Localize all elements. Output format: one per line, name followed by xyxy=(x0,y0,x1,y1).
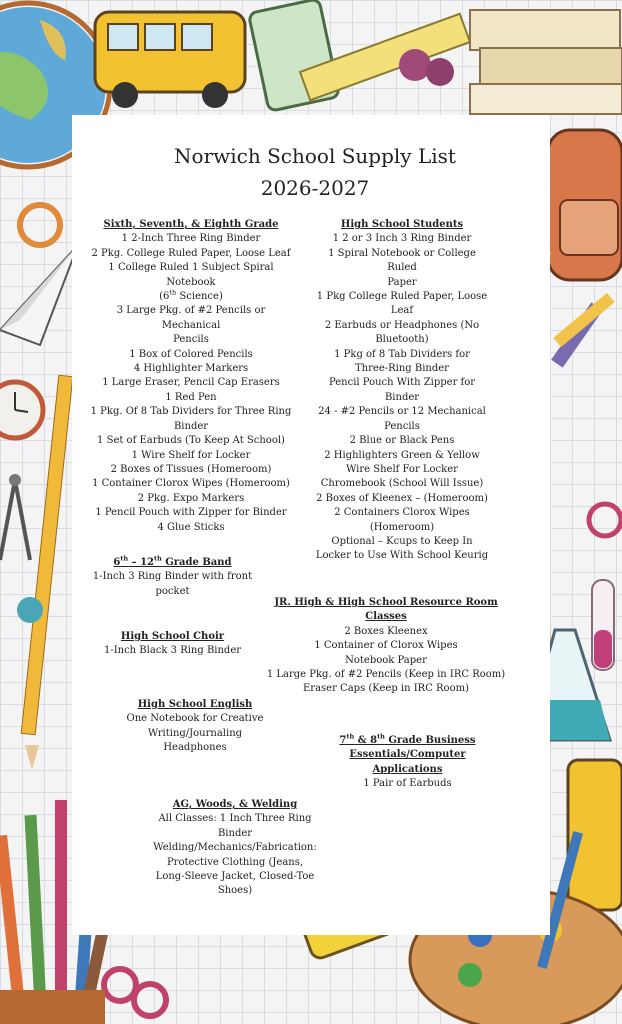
paper-plane-icon xyxy=(0,245,78,345)
list-item: 1 Red Pen xyxy=(165,391,217,403)
list-item: Locker to Use With School Keurig xyxy=(315,550,489,562)
list-item: pocket xyxy=(155,585,190,597)
section-high-school xyxy=(312,218,492,564)
list-item: 1 College Ruled 1 Subject Spiral Notebook xyxy=(108,262,274,288)
list-item: 2 Boxes Kleenex xyxy=(344,625,428,637)
section-heading: JR. High & High School Resource Room xyxy=(274,597,498,608)
section-ag-woods-welding xyxy=(150,798,320,899)
list-item: 1 2 or 3 Inch 3 Ring Binder xyxy=(332,233,472,245)
list-item: Pencils xyxy=(173,334,209,346)
list-item: Binder xyxy=(384,391,420,403)
list-item: Protective Clothing (Jeans, xyxy=(166,856,304,868)
list-item: Binder xyxy=(217,827,253,839)
list-item: Wire Shelf For Locker xyxy=(346,463,458,475)
list-item: 4 Highlighter Markers xyxy=(133,363,249,375)
section-heading: Essentials/Computer xyxy=(349,749,466,761)
scissors-icon xyxy=(104,969,166,1016)
school-year: 2026-2027 xyxy=(260,176,370,200)
section-heading: AG, Woods, & Welding xyxy=(172,799,298,810)
section-heading: Sixth, Seventh, & Eighth Grade xyxy=(103,219,279,230)
list-item: 3 Large Pkg. of #2 Pencils or Mechanical xyxy=(116,305,266,331)
list-item: 2 Blue or Black Pens xyxy=(349,435,455,447)
section-middle-school xyxy=(86,218,296,535)
list-item: 1 Pkg of 8 Tab Dividers for xyxy=(334,348,470,360)
list-item: Pencils xyxy=(384,420,420,432)
compass-icon xyxy=(0,474,30,560)
list-item: Long-Sleeve Jacket, Closed-Toe xyxy=(155,871,315,883)
list-item: 1 Pencil Pouch with Zipper for Binder xyxy=(95,507,287,519)
section-heading: Classes xyxy=(365,611,407,623)
list-item: 2 Earbuds or Headphones (No xyxy=(324,319,480,331)
list-item: Welding/Mechanics/Fabrication: xyxy=(153,842,317,854)
list-item: (Homeroom) xyxy=(369,521,435,533)
list-item: 1 Large Pkg. of #2 Pencils (Keep in IRC Room) xyxy=(266,669,506,681)
section-band xyxy=(90,556,255,599)
list-item: Writing/Journaling xyxy=(147,727,243,739)
list-item: 1 Large Eraser, Pencil Cap Erasers xyxy=(102,377,280,389)
list-item: 1 Set of Earbuds (To Keep At School) xyxy=(97,435,285,447)
list-item: 2 Containers Clorox Wipes xyxy=(334,507,470,519)
list-item: 1-Inch 3 Ring Binder with front xyxy=(92,571,253,583)
title-block xyxy=(120,140,510,204)
list-item: Shoes) xyxy=(217,885,253,897)
section-heading: High School Choir xyxy=(120,631,225,642)
section-heading: 7th & 8th Grade Business xyxy=(339,732,476,746)
list-item: Binder xyxy=(173,420,209,432)
section-heading: High School Students xyxy=(340,219,464,230)
section-heading: 6th – 12th Grade Band xyxy=(113,554,232,568)
list-item: All Classes: 1 Inch Three Ring xyxy=(158,813,312,825)
list-item: Bluetooth) xyxy=(375,334,429,346)
section-heading: Applications xyxy=(372,763,443,775)
list-item: Three-Ring Binder xyxy=(355,363,449,375)
list-item: Optional – Kcups to Keep In xyxy=(331,535,473,547)
list-item: Chromebook (School Will Issue) xyxy=(320,478,484,490)
list-item: Eraser Caps (Keep in IRC Room) xyxy=(303,683,469,695)
list-item: 1 Box of Colored Pencils xyxy=(129,348,253,360)
books-icon xyxy=(470,10,622,114)
list-item: 1 Container Clorox Wipes (Homeroom) xyxy=(92,478,290,490)
list-item: 1-Inch Black 3 Ring Binder xyxy=(103,645,242,657)
list-item: 1 Pkg College Ruled Paper, Loose xyxy=(316,291,488,303)
list-item: 2 Boxes of Kleenex – (Homeroom) xyxy=(316,492,488,504)
list-item: 2 Boxes of Tissues (Homeroom) xyxy=(110,463,272,475)
list-item: Headphones xyxy=(163,742,227,754)
list-item: 2 Pkg. College Ruled Paper, Loose Leaf xyxy=(91,247,291,259)
list-item: 1 Spiral Notebook or College Ruled xyxy=(328,247,476,274)
list-item: Pencil Pouch With Zipper for xyxy=(328,377,476,389)
section-resource-room xyxy=(266,596,506,697)
list-item: Notebook Paper xyxy=(345,654,427,666)
list-item: 1 Wire Shelf for Locker xyxy=(131,449,251,461)
list-item: 1 Container of Clorox Wipes xyxy=(314,640,458,652)
list-item: 2 Pkg. Expo Markers xyxy=(137,492,245,504)
list-item: One Notebook for Creative xyxy=(126,713,264,725)
backpack-icon xyxy=(548,130,622,280)
list-item: 24 - #2 Pencils or 12 Mechanical xyxy=(318,406,486,418)
alarm-clock-icon xyxy=(0,382,43,438)
page-title: Norwich School Supply List xyxy=(174,144,456,168)
list-item: 1 Pkg. Of 8 Tab Dividers for Three Ring xyxy=(90,406,292,418)
school-bus-icon xyxy=(95,12,245,108)
list-item: (6th Science) xyxy=(159,288,223,303)
list-item: 1 2-Inch Three Ring Binder xyxy=(121,233,261,245)
list-item: Leaf xyxy=(390,305,414,317)
section-heading: High School English xyxy=(137,699,253,710)
list-item: 1 Pair of Earbuds xyxy=(363,778,452,790)
test-tube-icon xyxy=(592,580,614,670)
section-choir xyxy=(95,630,250,659)
list-item: 2 Highlighters Green & Yellow xyxy=(324,449,480,461)
section-english xyxy=(115,698,275,756)
list-item: 4 Glue Sticks xyxy=(157,521,225,533)
section-business xyxy=(330,734,485,792)
list-item: Paper xyxy=(387,276,417,288)
